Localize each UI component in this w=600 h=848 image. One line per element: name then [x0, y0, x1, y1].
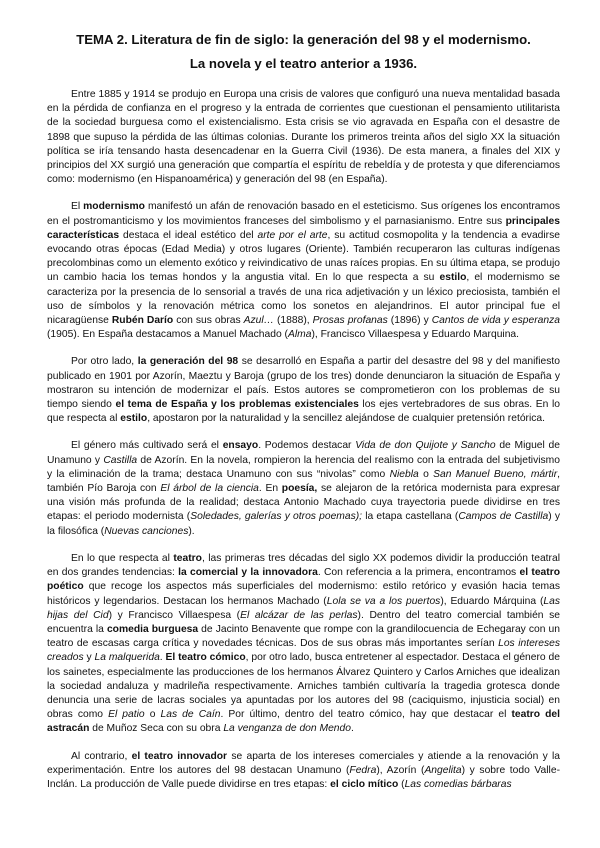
text-run: Lola se va a los puertos	[326, 595, 441, 607]
text-run: se alejaron de la retórica modernista para expresar una visión más profunda de la realidad; destaca Antonio Machado cuya trayectoria puede dividirse en tres etapas: el periodo modernista (	[47, 483, 561, 523]
text-run: ), Azorín (	[376, 764, 425, 776]
document-title: TEMA 2. Literatura de fin de siglo: la generación del 98 y el modernismo.	[76, 32, 531, 47]
text-run: , el modernismo se caracteriza por la presencia de lo sensorial a través de una rica adjetivación y un léxico preciosista, también el uso de símbolos y la renovación métrica como los sonetos en alejandrinos. El autor principal fue el nicaragüense	[47, 272, 560, 327]
text-run: la comercial y la innovadora	[178, 567, 318, 579]
text-run: principales características	[47, 215, 560, 241]
text-run: de Jacinto Benavente que rompe con la grandilocuencia de Echegaray con un teatro de escasas carga crítica y novedades técnicas. Dos de sus obras más importantes serían	[47, 623, 560, 650]
text-run: se desarrolló en España a partir del desastre del 98 y del manifiesto publicado en 1901 por Azorín, Maeztu y Baroja (grupo de los tres) donde denunciaron la situación de España y mostraron su intención de modernizar el país. Estos autores se comprometieron con los problemas de su tiempo siendo	[47, 356, 560, 411]
text-run: o	[418, 468, 434, 480]
text-run: (1905). En España destacamos a Manuel Machado (	[47, 329, 288, 341]
text-run: , por otro lado, busca entretener al espectador. Destaca el género de los sainetes, especialmente las producciones de los hermanos Álvarez Quintero y Carlos Arniches que idealizan la sociedad andaluza y madrileña respectivamente. Arniches también cultivaría la tragedia grotesca donde denuncia una serie de lacras sociales ya apuntadas por los autores del 98 (caciquismo, injusticia social) en obras como	[47, 652, 560, 721]
text-run: destaca el ideal estético del	[119, 229, 258, 241]
text-run: (	[398, 778, 405, 790]
text-run: teatro del astracán	[47, 709, 561, 735]
text-run: el ciclo mítico	[330, 778, 399, 790]
text-run: El teatro cómico	[165, 652, 246, 664]
text-run: Al contrario,	[71, 750, 132, 762]
text-run: de Muñoz Seca con su obra	[89, 723, 224, 735]
text-run: ), Francisco Villaespesa y Eduardo Marquina.	[311, 329, 520, 341]
text-run: Castilla	[103, 454, 138, 466]
text-run: poesía,	[281, 483, 318, 495]
text-run: Cantos de vida y esperanza	[431, 315, 560, 327]
text-run: o	[144, 709, 161, 721]
text-run: Las comedias bárbaras	[404, 778, 512, 790]
text-run: Prosas profanas	[312, 315, 388, 327]
text-run: . En	[258, 483, 282, 495]
text-run: la etapa castellana (	[362, 511, 459, 523]
text-run: con sus obras	[173, 315, 244, 327]
paragraph	[47, 88, 560, 187]
text-run: ) y sobre todo Valle-Inclán. La producción de Valle puede dividirse en tres etapas:	[47, 764, 560, 790]
text-run: .	[159, 652, 166, 664]
text-run: .	[350, 723, 354, 735]
text-run: ). Dentro del teatro comercial también se encuentra la	[47, 609, 561, 635]
text-run: ).	[188, 525, 195, 537]
text-run: Niebla	[389, 468, 419, 480]
paragraph	[47, 750, 560, 793]
text-run: , su actitud cosmopolita y la tendencia a evadirse evocando otras épocas (Edad Media) y otros lugares (Oriente). También recuperaron las culturas indígenas precolombinas como un elemento exótico y reivindicativo de unas raíces propias. En su última etapa, se produjo un cambio hacia los temas hondos y la angustia vital. En lo que respecta a su	[47, 229, 560, 284]
text-run: (1888),	[273, 315, 313, 327]
text-run: Las de Caín	[160, 709, 221, 721]
text-run: la generación del 98	[137, 356, 239, 368]
text-run: El	[71, 201, 84, 213]
paragraph	[47, 552, 560, 737]
text-run: . Con referencia a la primera, encontramos	[317, 567, 520, 579]
text-run: . Podemos destacar	[258, 440, 356, 452]
paragraph	[47, 200, 560, 342]
text-run: El alcázar de las perlas	[240, 609, 358, 621]
text-run: arte por el arte	[257, 229, 328, 241]
text-run: , apostaron por la naturalidad y la sencillez alejándose de cualquier pretensión retórica.	[147, 413, 546, 425]
text-run: se aparta de los intereses comerciales y atiende a la renovación y la experimentación. Entre los autores del 98 destacan Unamuno (	[47, 750, 560, 776]
text-run: Los intereses creados	[47, 638, 560, 664]
text-run: Por otro lado,	[71, 356, 138, 368]
paragraph	[47, 439, 560, 538]
text-run: La venganza de don Mendo	[223, 723, 351, 735]
text-run: Azul…	[243, 315, 274, 327]
text-run: y	[83, 652, 95, 664]
text-run: el tema de España y los problemas existenciales	[115, 399, 359, 411]
text-run: El árbol de la ciencia	[160, 483, 259, 495]
text-run: Vida de don Quijote y Sancho	[355, 440, 496, 452]
text-run: Angelita	[424, 764, 462, 776]
text-run: el teatro innovador	[131, 750, 228, 762]
text-run: los ejes vertebradores de sus obras. En lo que respecta al	[47, 399, 560, 425]
text-run: Entre 1885 y 1914 se produjo en Europa una crisis de valores que configuró una nueva mentalidad basada en la pérdida de confianza en el progreso y la entrada de corrientes que cuestionan el pensamiento utilitarista de la sociedad burguesa como el existencialismo. Esta crisis se vio agravada en España con el desastre de 1898 que supuso la pérdida de las últimas colonias. Durante los primeros treinta años del siglo XX la situación política se iría tensando hasta desencadenar en la Guerra Civil (1936). De esta manera, a finales del XIX y principios del XX surgió una generación que compartía el espíritu de rebeldía y de protesta y que diferenciamos como: modernismo (en Hispanoamérica) y generación del 98 (en España).	[47, 89, 560, 186]
text-run: , también Pío Baroja con	[47, 468, 561, 495]
text-run: Campos de Castilla	[458, 511, 549, 523]
text-run: el teatro poético	[47, 567, 560, 593]
text-run: Alma	[287, 329, 312, 341]
text-run: de Miguel de Unamuno y	[47, 440, 560, 466]
text-run: de Azorín. En la novela, rompieron la herencia del realismo con la entrada del subjetivismo y la eliminación de la trama; destaca Unamuno con sus “nivolas” como	[47, 454, 560, 480]
text-run: manifestó un afán de renovación basado en el esteticismo. Sus orígenes los encontramos en el postromanticismo y los movimientos franceses del simbolismo y el parnasianismo. Entre sus	[47, 201, 560, 227]
text-run: , las primeras tres décadas del siglo XX podemos dividir la producción teatral en dos grandes tendencias:	[47, 552, 560, 579]
text-run: Rubén Darío	[111, 315, 174, 327]
text-run: El patio	[108, 709, 145, 721]
text-run: . Por último, dentro del teatro cómico, hay que destacar el	[220, 709, 512, 721]
text-run: Las hijas del Cid	[47, 595, 560, 621]
text-run: ) y Francisco Villaespesa (	[108, 609, 241, 621]
document-subtitle: La novela y el teatro anterior a 1936.	[189, 56, 418, 71]
text-run: Soledades, galerías y otros poemas);	[190, 511, 363, 523]
text-run: Nuevas canciones	[104, 525, 189, 537]
text-run: La malquerida	[94, 652, 160, 664]
body-text	[47, 88, 560, 792]
text-run: modernismo	[83, 201, 145, 213]
text-run: Fedra	[349, 764, 377, 776]
text-run: San Manuel Bueno, mártir	[433, 468, 558, 480]
text-run: (1896) y	[387, 315, 432, 327]
text-run: comedia burguesa	[106, 623, 199, 635]
paragraph	[47, 355, 560, 426]
text-run: ) y la filosófica (	[47, 511, 561, 537]
text-run: estilo	[120, 413, 148, 425]
text-run: ensayo	[222, 440, 259, 452]
text-run: En lo que respecta al	[71, 552, 174, 564]
text-run: El género más cultivado será el	[71, 440, 223, 452]
text-run: ), Eduardo Márquina (	[440, 595, 544, 607]
text-run: estilo	[439, 272, 467, 284]
text-run: teatro	[173, 552, 202, 564]
text-run: que recoge los aspectos más superficiales del modernismo: estilo retórico y evasión hacia temas históricos y legendarios. Destacan los hermanos Machado (	[47, 581, 560, 607]
